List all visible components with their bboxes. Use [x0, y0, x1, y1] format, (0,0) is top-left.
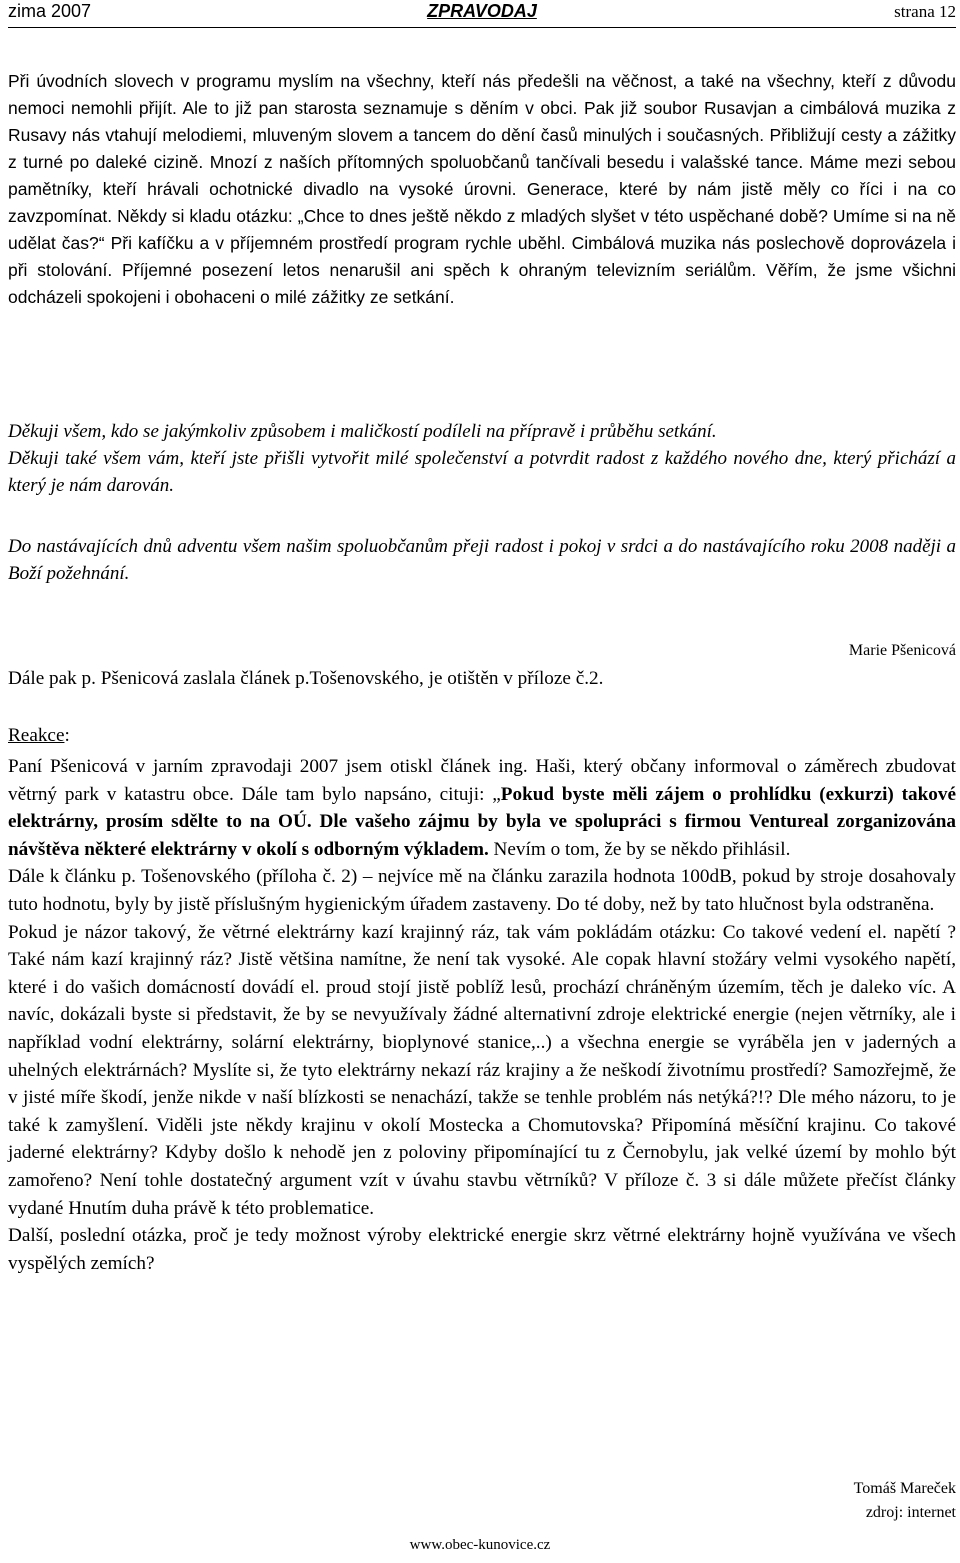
reaction-title: Reakce — [8, 725, 65, 746]
reaction-p1-intro: Paní Pšenicová v jarním zpravodaji 2007 jsem otiskl článek ing. Haši, který občany informoval o záměrech zbudovat větrný park v katastru obce. Dále tam bylo napsáno, cituji: „ — [8, 756, 956, 805]
wishes-section — [8, 533, 956, 587]
reaction-paragraph-4: Další, poslední otázka, proč je tedy možnost výroby elektrické energie skrz větrné elektrárny hojně využívána ve všech vyspělých zemích? — [8, 1225, 956, 1274]
footer-url: www.obec-kunovice.cz — [409, 1537, 551, 1553]
reaction-p1-end: Nevím o tom, že by se někdo přihlásil. — [488, 838, 791, 860]
wishes-text: Do nastávajících dnů adventu všem našim spoluobčanům přeji radost i pokoj v srdci a do nastávajícího roku 2008 naději a Boží požehnání. — [8, 536, 956, 584]
thanks-section — [8, 418, 956, 499]
article-body — [8, 68, 956, 311]
reaction-paragraph-2: Dále k článku p. Tošenovského (příloha č. 2) – nejvíce mě na článku zarazila hodnota 100dB, pokud by stroje dosahovaly tuto hodnotu, byly by jistě příslušným hygienickým úřadem zastaveny. Do té doby, než by tato hlučnost byla odstraněna. — [8, 866, 956, 915]
article-paragraph: Při úvodních slovech v programu myslím na všechny, kteří nás předešli na věčnost, a také na všechny, kteří z důvodu nemoci nemohli přijít. Ale to již pan starosta seznamuje s děním v obci. Pak již soubor Rusavjan a cimbálová muzika z Rusavy nás vtahují melodiemi, mluveným slovem a tancem do dění časů minulých i současných. Přibližují cesty a zážitky z turné po daleké cizině. Mnozí z naších přítomných spoluobčanů tančívali besedu i valašské tance. Máme mezi sebou pamětníky, kteří hrávali ochotnické divadlo na vysoké úrovni. Generace, které by nám jistě měly co říci i na co zavzpomínat. Někdy si kladu otázku: „Chce to dnes ještě někdo z mladých slyšet v této uspěchané době? Umíme si na ně udělat čas?“ Při kafíčku a v příjemném prostředí program rychle uběhl. Cimbálová muzika nás poslechově doprovázela i při stolování. Příjemné posezení letos nenarušil ani spěch k ohraným televizním seriálům. Věřím, že jsme všichni odcházeli spokojeni i obohaceni o milé zážitky ze setkání. — [8, 71, 956, 307]
newsletter-title: ZPRAVODAJ — [427, 1, 537, 21]
reaction-heading — [8, 722, 956, 750]
note-text: Dále pak p. Pšenicová zaslala článek p.Tošenovského, je otištěn v příloze č.2. — [8, 668, 604, 689]
reaction-p1-quote: Pokud byste měli zájem o prohlídku (exkurzi) takové elektrárny, prosím sdělte to na OÚ. Dle vašeho zájmu by byla ve spolupráci s firmou Ventureal zorganizována návštěva některé elektrárny v okolí s odborným výkladem. — [8, 783, 956, 860]
reaction-signature: Tomáš Mareček — [853, 1480, 956, 1497]
page-number: strana 12 — [894, 2, 956, 21]
reaction-paragraph-1 — [8, 753, 956, 863]
note-section — [8, 665, 956, 693]
issue-label: zima 2007 — [8, 1, 92, 21]
thanks-line-2: Děkuji také všem vám, kteří jste přišli vytvořit milé společenství a potvrdit radost z každého nového dne, který přichází a který je nám darován. — [8, 448, 956, 496]
thanks-line-1: Děkuji všem, kdo se jakýmkoliv způsobem i maličkostí podíleli na přípravě i průběhu setkání. — [8, 421, 717, 442]
reaction-title-colon: : — [64, 725, 70, 746]
reaction-paragraph-3: Pokud je názor takový, že větrné elektrárny kazí krajinný ráz, tak vám pokládám otázku: Co takové vedení el. napětí ? Také nám kazí krajinný ráz? Jistě většina namítne, že není tak vysoké. Ale copak hlavní stožáry velmi vysokého napětí, které i do vašich domácností dovádí el. proud stojí jistě poblíž lesů, prochází chráněným územím, těch je daleko víc. A navíc, dokázali byste si představit, že by se nevyužívaly žádné alternativní zdroje elektrické energie (nejen větrníky, ale i například vodní elektrárny, solární elektrárny, bioplynové stanice,..) a všechna energie se vyráběla jen v jaderných a uhelných elektrárnách? Myslíte si, že tyto elektrárny nekazí ráz krajiny a že neškodí životnímu prostředí? Samozřejmě, že v jisté míře škodí, jenže nikde v naší blízkosti se nenachází, takže se tenhle problém nás netýká?!? Dle mého názoru, to je také k zamyšlení. Viděli jste někdy krajinu v okolí Mostecka a Chomutovska? Připomíná měsíční krajinu. Co takové jaderné elektrárny? Kdyby došlo k nehodě jen z poloviny připomínající tu z Černobylu, jak velké území by mohlo být zamořeno? Není tohle dostatečný argument vzít v úvahu stavbu větrníků? V příloze č. 3 si dále můžete přečíst články vydané Hnutím duha právě k této problematice. — [8, 921, 956, 1219]
author-signature: Marie Pšenicová — [848, 642, 956, 659]
reaction-body — [8, 753, 956, 1277]
reaction-source: zdroj: internet — [865, 1504, 956, 1521]
page-header — [8, 0, 956, 28]
